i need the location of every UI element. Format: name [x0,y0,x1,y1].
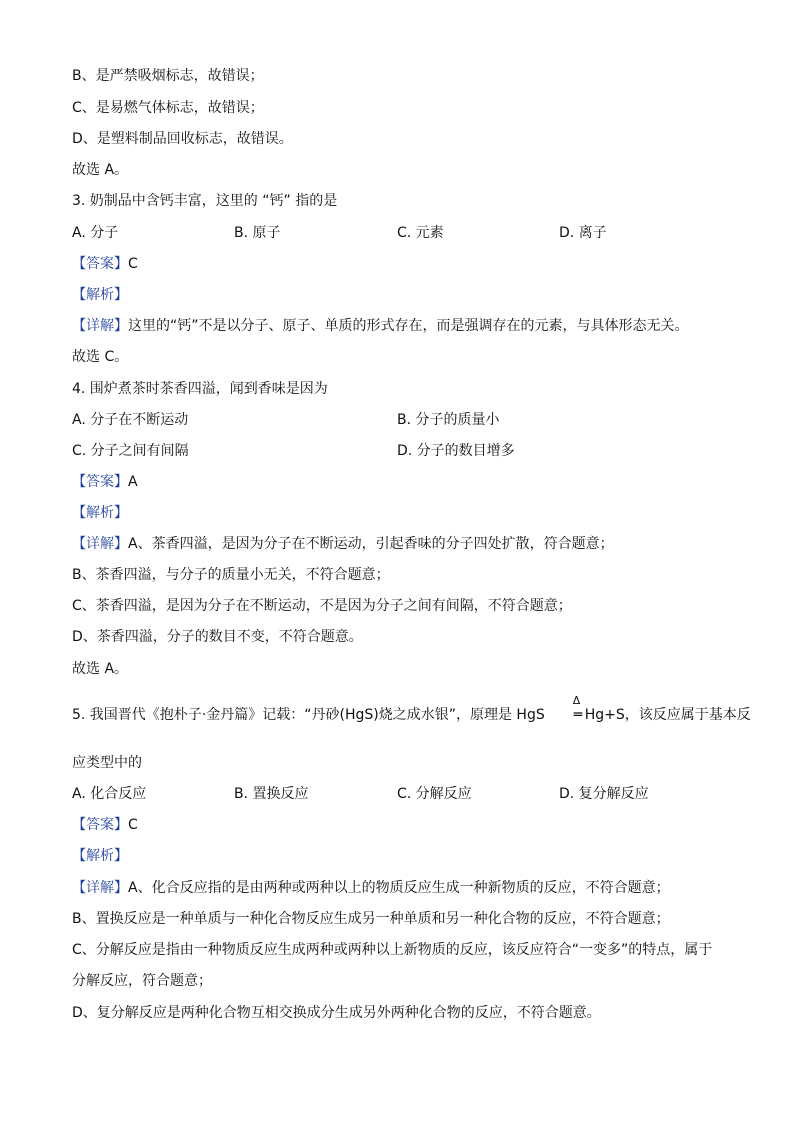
q5-detail-c: C、分解反应是指由一种物质反应生成两种或两种以上新物质的反应，该反应符合“一变多”的特点，属于 [72,942,713,958]
q5-stem-part1: 5. 我国晋代《抱朴子·金丹篇》记载：“丹砂(HgS)烧之成水银”，原理是 HgS [72,707,545,723]
answer-tag: 【答案】 [72,474,128,490]
detail-tag: 【详解】 [72,880,128,896]
detail-text: A、茶香四溢，是因为分子在不断运动，引起香味的分子四处扩散，符合题意； [128,536,614,552]
q5-analysis-tag [72,847,128,865]
q4-option-b: B. 分子的质量小 [397,412,500,428]
q5-detail-d: D、复分解反应是两种化合物互相交换成分生成另外两种化合物的反应，不符合题意。 [72,1005,601,1021]
q4-detail-a [72,535,614,553]
analysis-tag: 【解析】 [72,505,128,521]
q4-option-a: A. 分子在不断运动 [72,412,189,428]
q2-option-d-explanation: D、是塑料制品回收标志，故错误。 [72,131,293,147]
q4-option-c: C. 分子之间有间隔 [72,443,189,459]
detail-text: 这里的“钙”不是以分子、原子、单质的形式存在，而是强调存在的元素，与具体形态无关。 [128,318,689,334]
answer-tag: 【答案】 [72,256,128,272]
q4-option-d: D. 分子的数目增多 [397,443,515,459]
q5-option-a: A. 化合反应 [72,786,147,802]
q5-answer [72,816,138,834]
q3-detail [72,317,689,335]
q4-answer [72,473,138,491]
q5-stem [72,694,751,724]
answer-tag: 【答案】 [72,817,128,833]
q4-conclusion: 故选 A。 [72,661,129,677]
q5-detail-c-continued: 分解反应，符合题意； [72,973,212,989]
q4-stem: 4. 围炉煮茶时茶香四溢，闻到香味是因为 [72,381,328,397]
equals-sign: ═ [573,707,583,723]
analysis-tag: 【解析】 [72,287,128,303]
q3-stem: 3. 奶制品中含钙丰富，这里的 “钙” 指的是 [72,193,338,209]
answer-value: C [128,256,138,272]
q5-option-c: C. 分解反应 [397,786,472,802]
reaction-condition [545,694,585,724]
analysis-tag: 【解析】 [72,848,128,864]
q5-detail-a [72,879,670,897]
q5-stem-part2: Hg+S，该反应属于基本反 [584,707,751,723]
q5-stem-continued: 应类型中的 [72,755,142,771]
q5-option-b: B. 置换反应 [234,786,309,802]
q3-analysis-tag [72,286,128,304]
detail-tag: 【详解】 [72,536,128,552]
q4-analysis-tag [72,504,128,522]
q3-option-d: D. 离子 [559,225,607,241]
answer-value: A [128,474,138,490]
q4-detail-c: C、茶香四溢，是因为分子在不断运动，不是因为分子之间有间隔，不符合题意； [72,598,572,614]
q2-option-c-explanation: C、是易燃气体标志，故错误； [72,100,264,116]
q3-conclusion: 故选 C。 [72,349,129,365]
q5-detail-b: B、置换反应是一种单质与一种化合物反应生成另一种单质和另一种化合物的反应，不符合题意； [72,911,670,927]
q3-option-c: C. 元素 [397,225,444,241]
q2-conclusion: 故选 A。 [72,162,129,178]
q5-option-d: D. 复分解反应 [559,786,649,802]
q2-option-b-explanation: B、是严禁吸烟标志，故错误； [72,68,264,84]
answer-value: C [128,817,138,833]
q4-detail-d: D、茶香四溢，分子的数目不变，不符合题意。 [72,629,363,645]
detail-tag: 【详解】 [72,318,128,334]
heating-condition-icon: Δ [572,694,581,707]
q3-answer [72,255,138,273]
detail-text: A、化合反应指的是由两种或两种以上的物质反应生成一种新物质的反应，不符合题意； [128,880,670,896]
q4-detail-b: B、茶香四溢，与分子的质量小无关，不符合题意； [72,567,390,583]
q3-option-b: B. 原子 [234,225,281,241]
q3-option-a: A. 分子 [72,225,119,241]
